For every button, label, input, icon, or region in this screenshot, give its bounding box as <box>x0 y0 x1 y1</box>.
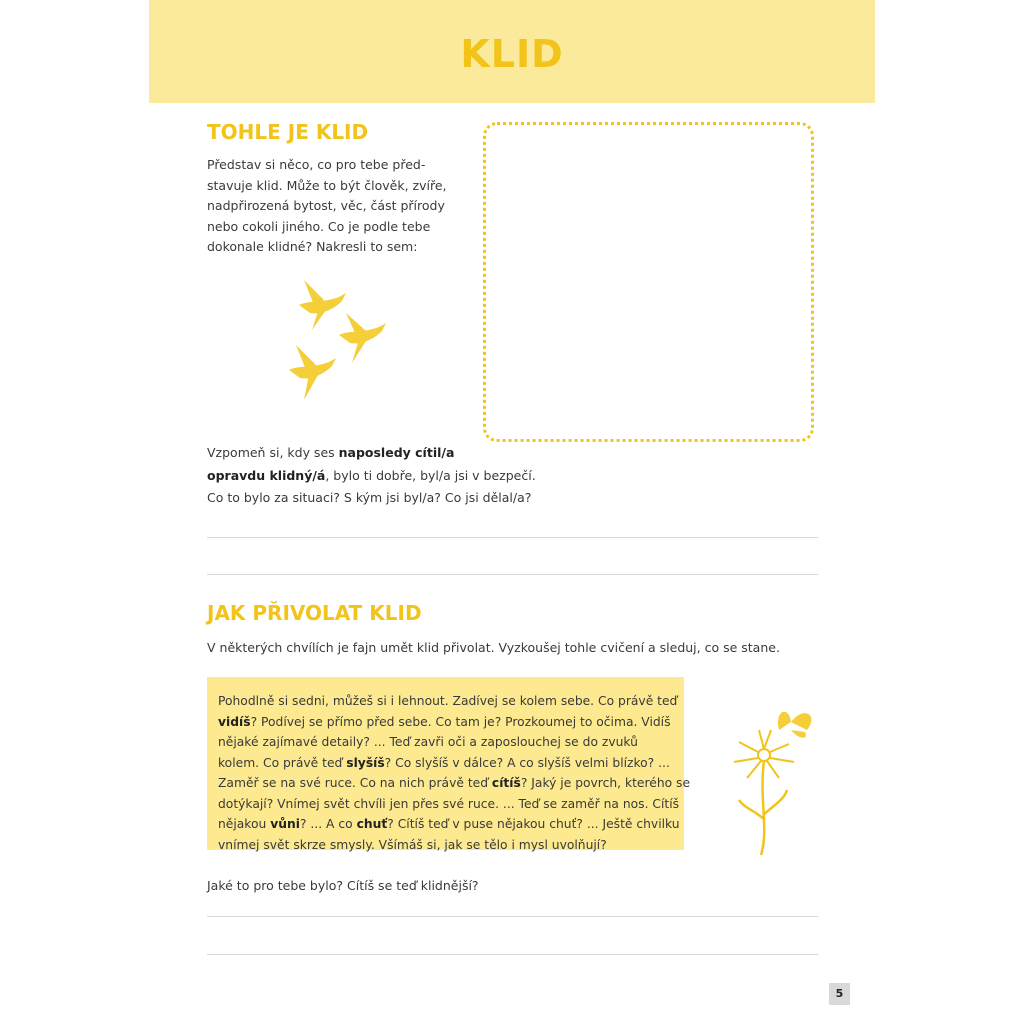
birds-illustration <box>284 275 394 410</box>
emphasis-text: vůni <box>270 817 300 831</box>
text-segment: , bylo ti dobře, byl/a jsi v bezpečí. <box>325 467 536 483</box>
reflection-question: Jaké to pro tebe bylo? Cítíš se teď klidnější? <box>207 878 479 893</box>
emphasis-text: vidíš <box>218 714 251 729</box>
emphasis-text: cítíš <box>491 776 521 790</box>
text-segment: dotýkají? Vnímej svět chvíli jen přes své ruce. ... Teď se zaměř na nos. Cítíš <box>218 796 680 811</box>
text-segment: Zaměř se na své ruce. Co na nich právě teď <box>218 776 492 790</box>
text-line <box>218 712 674 733</box>
section-intro <box>207 155 446 258</box>
text-line <box>207 442 536 465</box>
section-heading-jak-privolat-klid: JAK PŘIVOLAT KLID <box>207 601 422 625</box>
text-line: nadpřirozená bytost, věc, část přírody <box>207 198 445 213</box>
page-title: KLID <box>460 32 564 76</box>
answer-line[interactable] <box>207 916 818 917</box>
emphasis-text: opravdu klidný/á <box>207 467 326 483</box>
section-heading-tohle-je-klid: TOHLE JE KLID <box>207 120 369 144</box>
text-line: nebo cokoli jiného. Co je podle tebe <box>207 218 431 234</box>
page-number: 5 <box>829 983 850 1005</box>
answer-line[interactable] <box>207 954 818 955</box>
emphasis-text: slyšíš <box>346 755 385 770</box>
text-line <box>218 732 674 753</box>
text-segment: Pohodlně si sedni, můžeš si i lehnout. Zadívej se kolem sebe. Co právě teď <box>218 694 678 708</box>
text-line <box>218 794 680 815</box>
emphasis-text: naposledy cítil/a <box>338 445 455 460</box>
text-line: dokonale klidné? Nakresli to sem: <box>207 239 418 254</box>
text-line <box>207 465 536 488</box>
text-segment: ? Co slyšíš v dálce? A co slyšíš velmi blízko? ... <box>384 755 670 770</box>
emphasis-text: chuť <box>356 817 388 831</box>
text-segment: nějakou <box>218 817 271 831</box>
text-segment: Co to bylo za situaci? S kým jsi byl/a? Co jsi dělal/a? <box>207 490 532 505</box>
text-segment: ? Cítíš teď v puse nějakou chuť? ... Ještě chvilku <box>387 817 680 831</box>
text-segment: ? Podívej se přímo před sebe. Co tam je? Prozkoumej to očima. Vidíš <box>250 714 671 729</box>
flower-butterfly-illustration <box>719 700 819 860</box>
page-header <box>149 0 875 103</box>
workbook-page <box>149 0 875 1024</box>
section-intro: V některých chvílích je fajn umět klid přivolat. Vyzkoušej tohle cvičení a sleduj, co se stane. <box>207 640 780 655</box>
text-line <box>218 773 691 794</box>
recall-prompt <box>207 442 536 510</box>
answer-line[interactable] <box>207 574 818 575</box>
text-line <box>218 753 674 774</box>
text-segment: nějaké zajímavé detaily? ... Teď zavři oči a zaposlouchej se do zvuků <box>218 735 638 749</box>
answer-line[interactable] <box>207 537 818 538</box>
text-segment: ? Jaký je povrch, kterého se <box>520 776 691 790</box>
text-line <box>218 691 678 712</box>
text-line <box>218 835 674 856</box>
text-line: Představ si něco, co pro tebe před- <box>207 157 426 172</box>
text-line: stavuje klid. Může to být člověk, zvíře, <box>207 177 447 193</box>
text-line <box>218 814 680 835</box>
exercise-box <box>207 677 691 852</box>
text-segment: Vzpomeň si, kdy ses <box>207 445 339 460</box>
text-segment: ? ... A co <box>299 817 357 831</box>
text-segment: kolem. Co právě teď <box>218 755 347 770</box>
drawing-area[interactable] <box>483 122 814 442</box>
text-segment: vnímej svět skrze smysly. Všímáš si, jak se tělo i mysl uvolňují? <box>218 837 607 852</box>
text-line <box>207 487 536 510</box>
